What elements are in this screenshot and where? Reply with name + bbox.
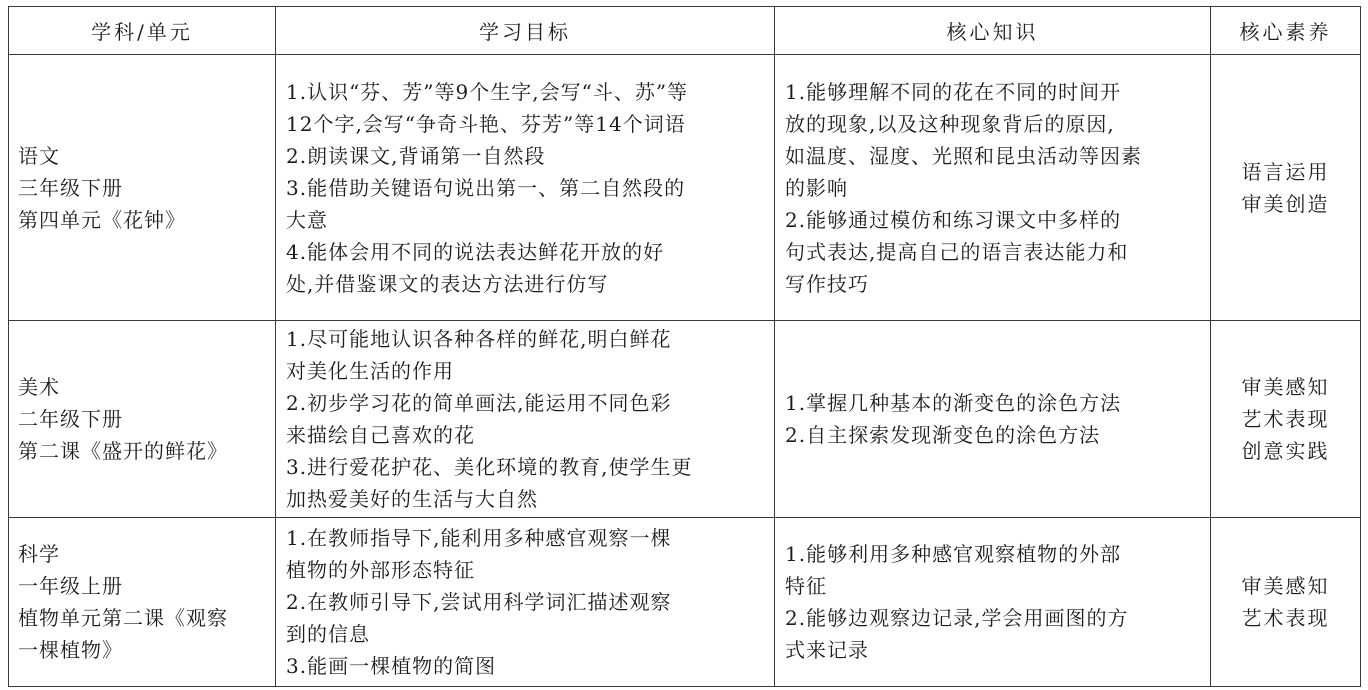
goals-cell [276, 321, 775, 518]
literacy-line: 审美创造 [1241, 191, 1330, 216]
header-learning-goals: 学习目标 [276, 7, 775, 55]
table-row-science [9, 518, 1361, 687]
knowledge-line: 1.能够利用多种感官观察植物的外部 [785, 542, 1122, 566]
subject-line: 二年级下册 [18, 407, 123, 431]
literacy-line: 艺术表现 [1241, 407, 1330, 431]
knowledge-line: 写作技巧 [785, 271, 869, 296]
subject-cell [9, 55, 276, 321]
knowledge-line: 句式表达,提高自己的语言表达能力和 [785, 239, 1129, 264]
knowledge-cell [775, 518, 1211, 687]
header-core-knowledge: 核心知识 [775, 7, 1211, 55]
subject-line: 科学 [18, 542, 60, 566]
knowledge-line: 放的现象,以及这种现象背后的原因, [785, 111, 1115, 136]
goal-line: 2.初步学习花的简单画法,能运用不同色彩 [286, 391, 672, 415]
subject-cell [9, 518, 276, 687]
goal-line: 到的信息 [286, 622, 370, 646]
goal-line: 1.在教师指导下,能利用多种感官观察一棵 [286, 526, 672, 550]
knowledge-line: 特征 [785, 574, 827, 598]
goal-line: 来描绘自己喜欢的花 [286, 423, 475, 447]
subject-line: 美术 [18, 375, 60, 399]
subject-line: 语文 [18, 143, 60, 168]
literacy-line: 审美感知 [1241, 574, 1330, 598]
literacy-line: 语言运用 [1241, 159, 1330, 184]
goal-line: 3.能画一棵植物的简图 [286, 654, 497, 678]
subject-cell [9, 321, 276, 518]
header-core-literacy: 核心素养 [1211, 7, 1361, 55]
header-row [9, 7, 1361, 55]
table-row-chinese [9, 55, 1361, 321]
literacy-cell [1211, 518, 1361, 687]
subject-line: 第四单元《花钟》 [18, 207, 186, 232]
knowledge-cell [775, 321, 1211, 518]
goal-line: 12个字,会写“争奇斗艳、芬芳”等14个词语 [286, 111, 686, 136]
curriculum-table-container [8, 6, 1360, 687]
literacy-line: 审美感知 [1241, 375, 1330, 399]
literacy-cell [1211, 55, 1361, 321]
goal-line: 处,并借鉴课文的表达方法进行仿写 [286, 271, 609, 296]
goal-line: 1.尽可能地认识各种各样的鲜花,明白鲜花 [286, 327, 672, 351]
table-row-art [9, 321, 1361, 518]
goal-line: 4.能体会用不同的说法表达鲜花开放的好 [286, 239, 665, 264]
header-subject-unit: 学科/单元 [9, 7, 276, 55]
goal-line: 3.进行爱花护花、美化环境的教育,使学生更 [286, 455, 693, 479]
knowledge-line: 的影响 [785, 175, 848, 200]
knowledge-line: 2.自主探索发现渐变色的涂色方法 [785, 423, 1101, 447]
literacy-line: 艺术表现 [1241, 606, 1330, 630]
knowledge-line: 式来记录 [785, 638, 869, 662]
goal-line: 2.在教师引导下,尝试用科学词汇描述观察 [286, 590, 672, 614]
literacy-cell [1211, 321, 1361, 518]
goals-cell [276, 518, 775, 687]
goals-cell [276, 55, 775, 321]
goal-line: 2.朗读课文,背诵第一自然段 [286, 143, 546, 168]
subject-line: 一棵植物》 [18, 638, 123, 662]
knowledge-line: 如温度、湿度、光照和昆虫活动等因素 [785, 143, 1142, 168]
goal-line: 对美化生活的作用 [286, 359, 454, 383]
knowledge-cell [775, 55, 1211, 321]
curriculum-table [8, 6, 1361, 687]
goal-line: 加热爱美好的生活与大自然 [286, 487, 538, 511]
goal-line: 植物的外部形态特征 [286, 558, 475, 582]
knowledge-line: 1.掌握几种基本的渐变色的涂色方法 [785, 391, 1122, 415]
knowledge-line: 2.能够边观察边记录,学会用画图的方 [785, 606, 1129, 630]
knowledge-line: 1.能够理解不同的花在不同的时间开 [785, 79, 1122, 104]
subject-line: 第二课《盛开的鲜花》 [18, 439, 228, 463]
knowledge-line: 2.能够通过模仿和练习课文中多样的 [785, 207, 1122, 232]
goal-line: 大意 [286, 207, 328, 232]
subject-line: 三年级下册 [18, 175, 123, 200]
goal-line: 1.认识“芬、芳”等9个生字,会写“斗、苏”等 [286, 79, 689, 104]
subject-line: 一年级上册 [18, 574, 123, 598]
goal-line: 3.能借助关键语句说出第一、第二自然段的 [286, 175, 686, 200]
subject-line: 植物单元第二课《观察 [18, 606, 228, 630]
literacy-line: 创意实践 [1241, 439, 1330, 463]
